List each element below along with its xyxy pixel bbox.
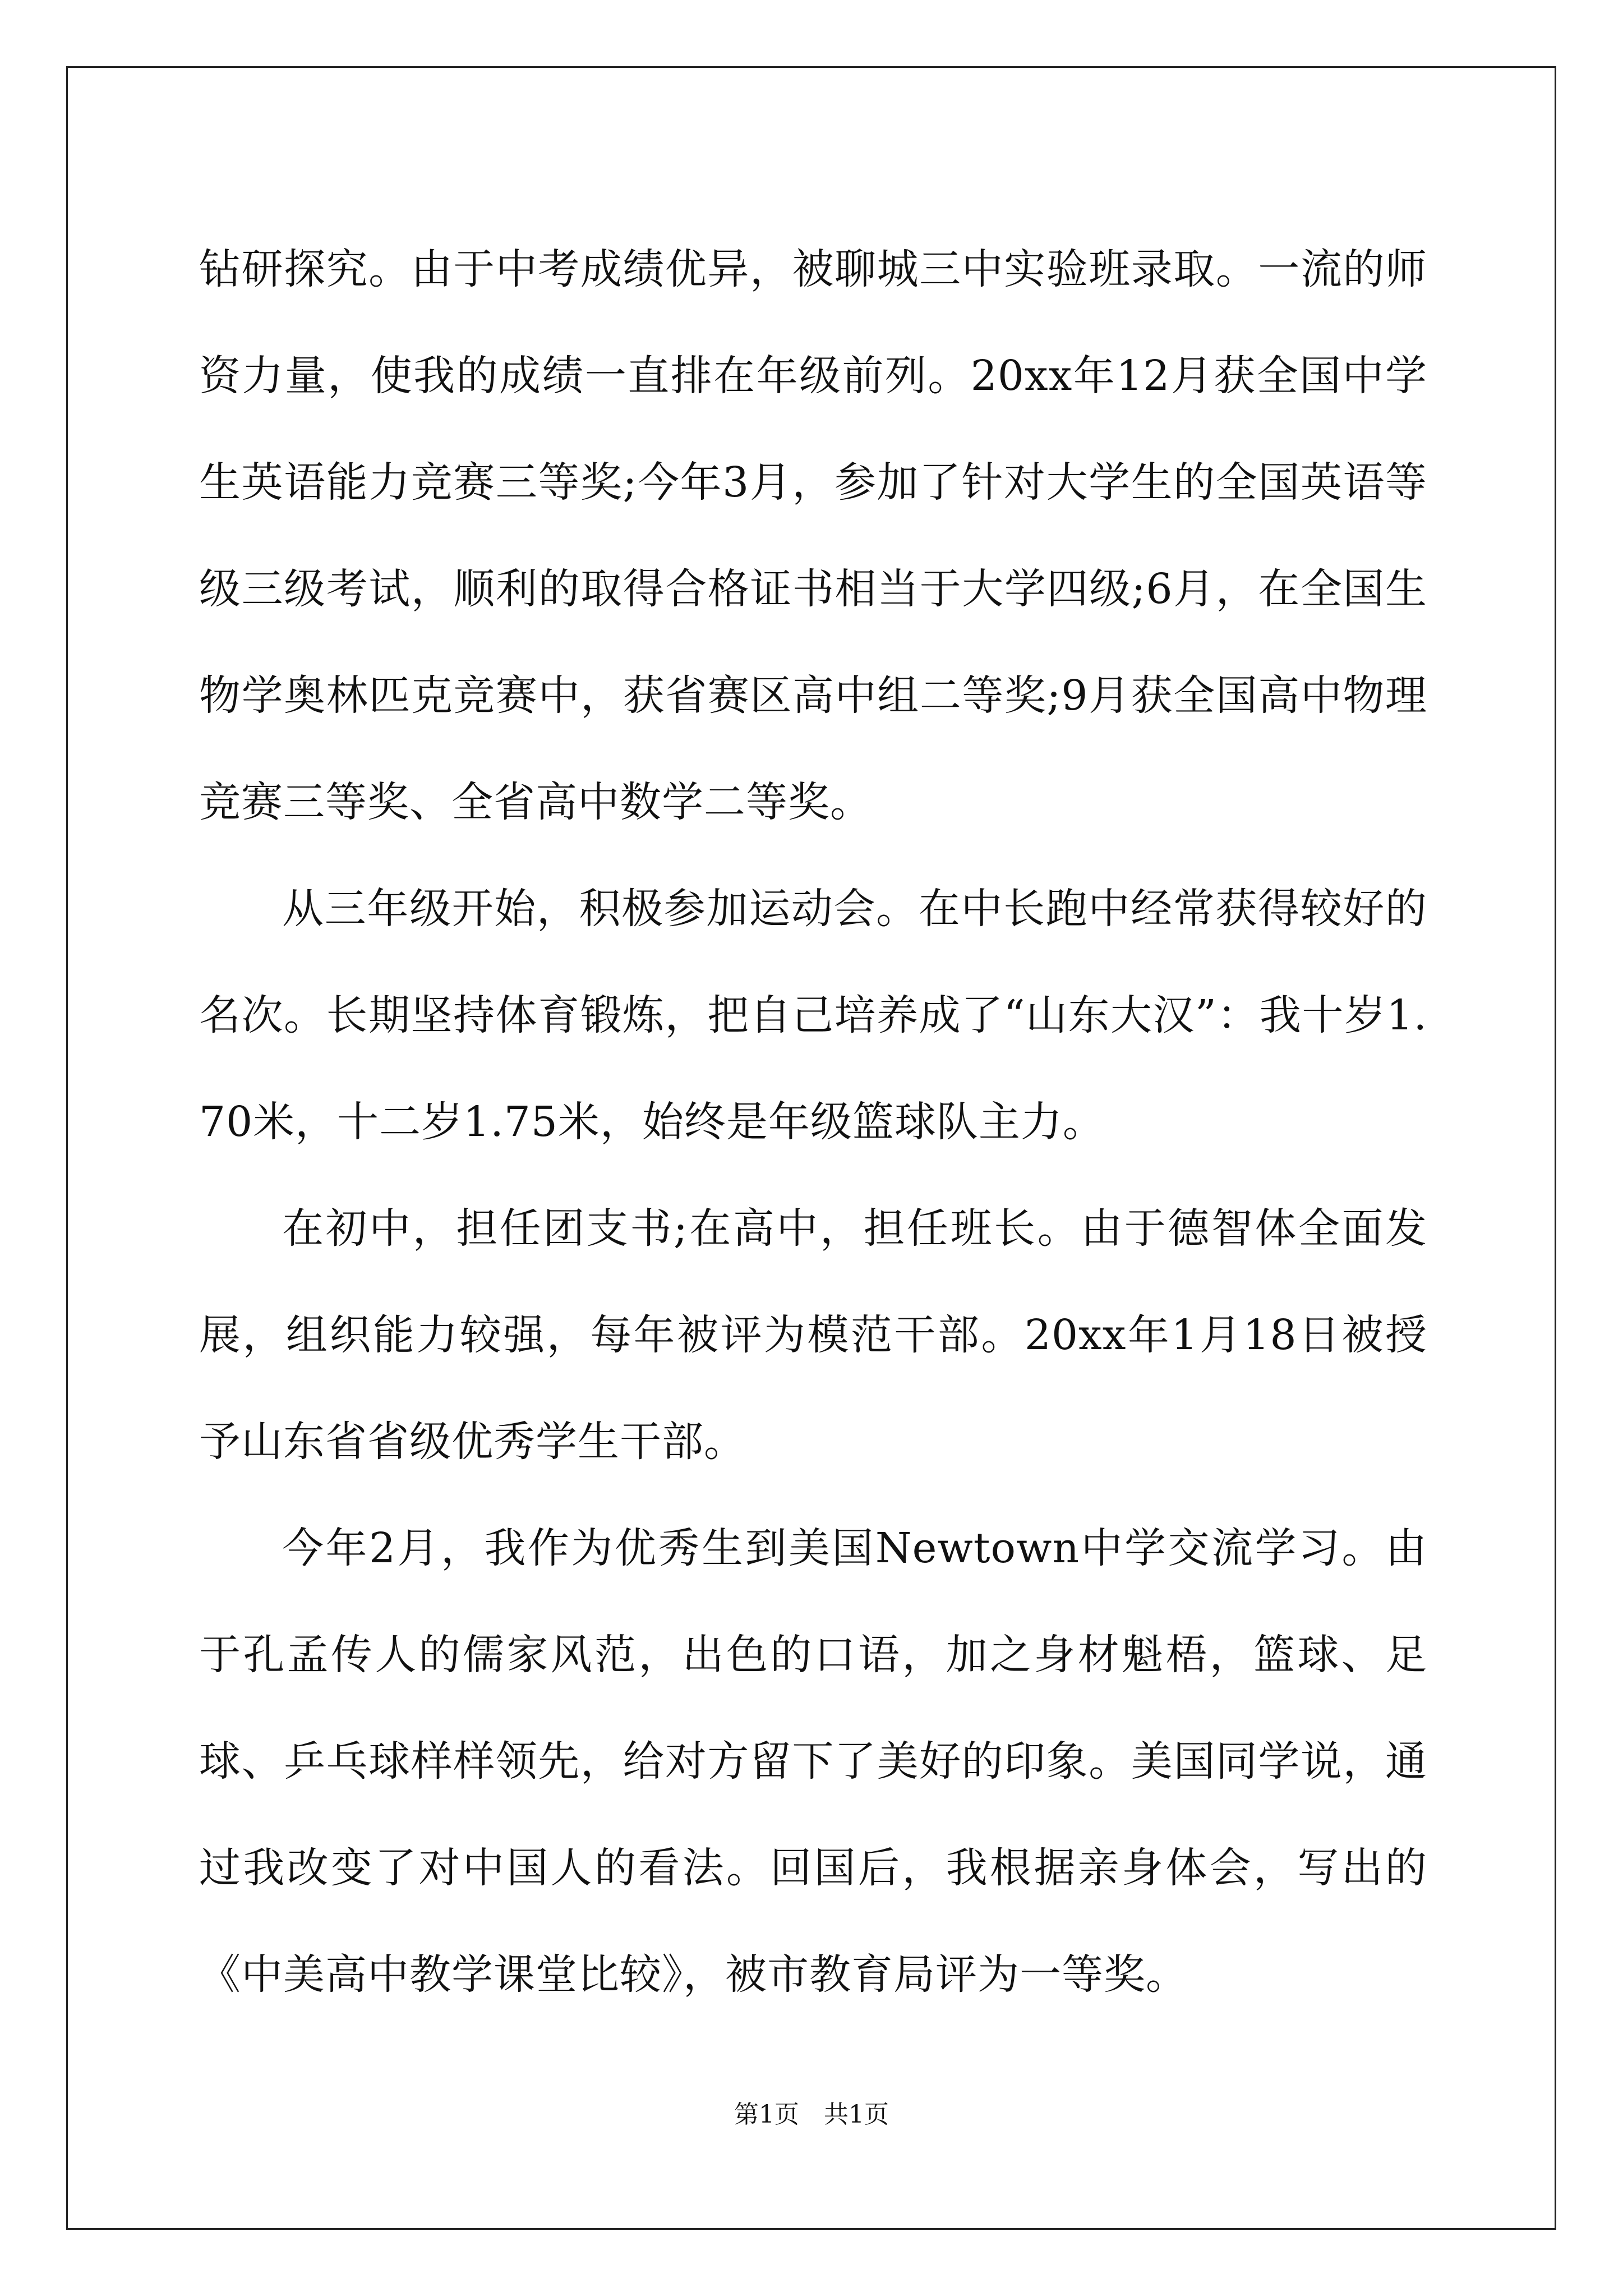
paragraph-exchange: 今年2月，我作为优秀生到美国Newtown中学交流学习。由于孔孟传人的儒家风范，出色的口语，加之身材魁梧，篮球、足球、乒乓球样样领先，给对方留下了美好的印象。美国同学说，通过我改变了对中国人的看法。回国后，我根据亲身体会，写出的《中美高中教学课堂比较》，被市教育局评为一等奖。 (199, 1524, 1427, 1999)
paragraph-awards: 钻研探究。由于中考成绩优异，被聊城三中实验班录取。一流的师资力量，使我的成绩一直排在年级前列。20xx年12月获全国中学生英语能力竞赛三等奖;今年3月，参加了针对大学生的全国英语等级三级考试，顺利的取得合格证书相当于大学四级;6月，在全国生物学奥林匹克竞赛中，获省赛区高中组二等奖;9月获全国高中物理竞赛三等奖、全省高中数学二等奖。 (199, 245, 1427, 826)
document-body (199, 216, 1427, 2028)
page-number-footer: 第1页 共1页 (734, 2100, 889, 2129)
paragraph-sports: 从三年级开始，积极参加运动会。在中长跑中经常获得较好的名次。长期坚持体育锻炼，把自己培养成了“山东大汉”：我十岁1.70米，十二岁1.75米，始终是年级篮球队主力。 (199, 885, 1427, 1146)
paragraph-leadership: 在初中，担任团支书;在高中，担任班长。由于德智体全面发展，组织能力较强，每年被评为模范干部。20xx年1月18日被授予山东省省级优秀学生干部。 (199, 1204, 1427, 1466)
